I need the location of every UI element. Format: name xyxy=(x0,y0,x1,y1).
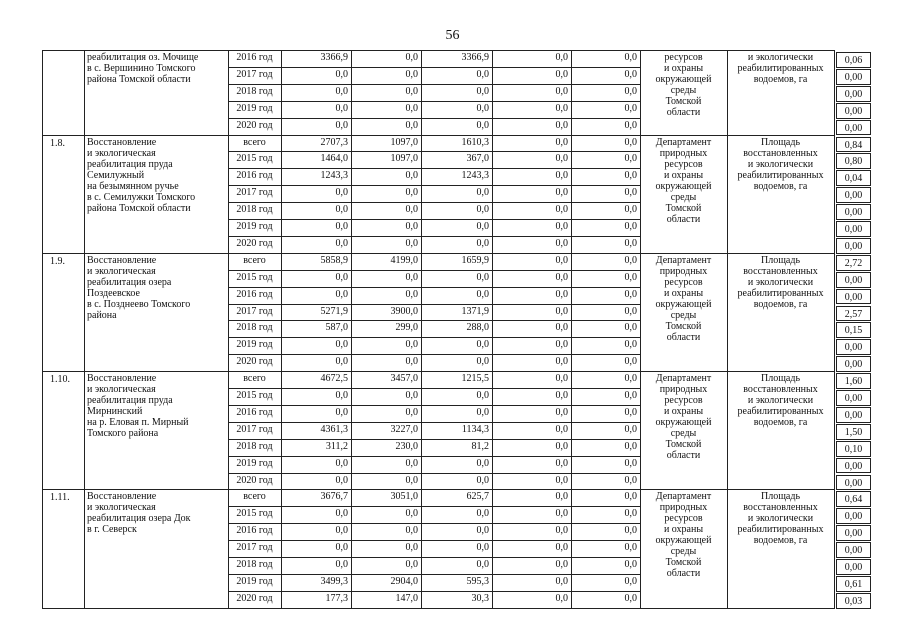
amount-cell: 230,0 xyxy=(395,440,418,452)
amount-cell: 0,0 xyxy=(405,525,418,537)
amount-cell: 311,2 xyxy=(325,440,348,452)
indicator-value: 0,61 xyxy=(836,576,871,592)
amount-cell: 5858,9 xyxy=(320,254,348,266)
indicator-name: Площадь восстановленных и экологически реабилитированных водоемов, га xyxy=(737,136,824,192)
amount-cell: 0,0 xyxy=(624,390,637,401)
table-bottom-border xyxy=(42,608,834,609)
amount-cell: 0,0 xyxy=(335,187,348,199)
indicator-value: 0,80 xyxy=(836,153,871,169)
amount-cell: 0,0 xyxy=(476,187,489,199)
indicator-value: 0,00 xyxy=(836,356,871,372)
amount-cell: 0,0 xyxy=(624,136,637,148)
amount-cell: 0,0 xyxy=(555,508,568,520)
amount-cell: 0,0 xyxy=(555,457,568,469)
amount-cell: 0,0 xyxy=(555,68,568,80)
amount-cell: 0,0 xyxy=(335,356,348,368)
amount-cell: 0,0 xyxy=(335,68,348,80)
indicator-value: 0,00 xyxy=(836,525,871,541)
indicator-value: 0,00 xyxy=(836,103,871,119)
indicator-value: 0,00 xyxy=(836,475,871,491)
amount-cell: 0,0 xyxy=(555,542,568,554)
amount-cell: 0,0 xyxy=(624,474,637,486)
amount-cell: 0,0 xyxy=(405,237,418,249)
amount-cell: 0,0 xyxy=(624,542,637,554)
item-number: 1.9. xyxy=(50,255,65,267)
amount-cell: 0,0 xyxy=(555,440,568,452)
year-cell: 2018 год xyxy=(236,559,273,570)
amount-cell: 0,0 xyxy=(405,390,418,401)
amount-cell: 0,0 xyxy=(624,491,637,503)
column-border xyxy=(84,50,85,609)
amount-cell: 1243,3 xyxy=(320,170,348,182)
amount-cell: 0,0 xyxy=(624,322,637,334)
amount-cell: 0,0 xyxy=(476,68,489,80)
indicator-value: 0,00 xyxy=(836,559,871,575)
amount-cell: 0,0 xyxy=(405,221,418,232)
indicator-value: 0,03 xyxy=(836,593,871,609)
indicator-value: 0,00 xyxy=(836,272,871,288)
indicator-value: 0,00 xyxy=(836,86,871,102)
amount-cell: 0,0 xyxy=(405,356,418,368)
amount-cell: 1097,0 xyxy=(390,136,418,148)
amount-cell: 3227,0 xyxy=(390,423,418,435)
amount-cell: 0,0 xyxy=(624,102,637,114)
amount-cell: 0,0 xyxy=(555,170,568,182)
amount-cell: 0,0 xyxy=(624,221,637,232)
amount-cell: 0,0 xyxy=(624,423,637,435)
amount-cell: 0,0 xyxy=(335,457,348,469)
amount-cell: 0,0 xyxy=(476,288,489,300)
indicator-name: Площадь восстановленных и экологически реабилитированных водоемов, га xyxy=(737,491,824,547)
amount-cell: 0,0 xyxy=(405,102,418,114)
amount-cell: 0,0 xyxy=(624,153,637,165)
amount-cell: 0,0 xyxy=(335,288,348,300)
amount-cell: 0,0 xyxy=(555,221,568,232)
amount-cell: 0,0 xyxy=(405,204,418,216)
amount-cell: 0,0 xyxy=(624,592,637,604)
responsible-department: ресурсов и охраны окружающей среды Томской области xyxy=(655,52,712,118)
amount-cell: 0,0 xyxy=(476,119,489,131)
year-cell: 2020 год xyxy=(236,356,273,368)
amount-cell: 0,0 xyxy=(555,356,568,368)
amount-cell: 0,0 xyxy=(624,406,637,418)
year-cell: 2020 год xyxy=(236,474,273,486)
amount-cell: 0,0 xyxy=(476,221,489,232)
amount-cell: 0,0 xyxy=(335,85,348,97)
indicator-value: 0,64 xyxy=(836,491,871,507)
amount-cell: 0,0 xyxy=(476,508,489,520)
amount-cell: 147,0 xyxy=(395,592,418,604)
year-cell: 2016 год xyxy=(236,406,273,418)
amount-cell: 0,0 xyxy=(405,542,418,554)
year-cell: 2015 год xyxy=(236,153,273,165)
year-cell: 2019 год xyxy=(236,102,273,114)
year-cell: 2016 год xyxy=(236,288,273,300)
amount-cell: 0,0 xyxy=(624,170,637,182)
indicator-value: 0,00 xyxy=(836,542,871,558)
item-number: 1.11. xyxy=(50,492,70,504)
item-number xyxy=(42,50,84,135)
amount-cell: 0,0 xyxy=(555,136,568,148)
amount-cell: 0,0 xyxy=(405,170,418,182)
amount-cell: 0,0 xyxy=(476,339,489,351)
column-border xyxy=(42,50,43,609)
amount-cell: 0,0 xyxy=(405,85,418,97)
amount-cell: 0,0 xyxy=(405,187,418,199)
amount-cell: 3051,0 xyxy=(390,491,418,503)
amount-cell: 587,0 xyxy=(325,322,348,334)
amount-cell: 0,0 xyxy=(555,305,568,317)
amount-cell: 625,7 xyxy=(466,491,489,503)
amount-cell: 0,0 xyxy=(405,119,418,131)
amount-cell: 0,0 xyxy=(624,559,637,570)
indicator-value: 0,00 xyxy=(836,187,871,203)
amount-cell: 0,0 xyxy=(476,457,489,469)
responsible-department: Департамент природных ресурсов и охраны окружающей среды Томской области xyxy=(655,373,712,462)
indicator-value: 0,00 xyxy=(836,508,871,524)
amount-cell: 0,0 xyxy=(335,339,348,351)
amount-cell: 0,0 xyxy=(335,542,348,554)
year-cell: 2017 год xyxy=(236,187,273,199)
indicator-value: 0,00 xyxy=(836,390,871,406)
year-cell: 2018 год xyxy=(236,440,273,452)
amount-cell: 0,0 xyxy=(624,440,637,452)
indicator-value: 0,15 xyxy=(836,322,871,338)
amount-cell: 0,0 xyxy=(624,288,637,300)
amount-cell: 0,0 xyxy=(405,271,418,283)
amount-cell: 0,0 xyxy=(555,288,568,300)
amount-cell: 0,0 xyxy=(405,508,418,520)
amount-cell: 288,0 xyxy=(466,322,489,334)
indicator-value: 1,50 xyxy=(836,424,871,440)
indicator-value: 2,72 xyxy=(836,255,871,271)
responsible-department: Департамент природных ресурсов и охраны окружающей среды Томской области xyxy=(655,491,712,580)
amount-cell: 0,0 xyxy=(624,271,637,283)
amount-cell: 2707,3 xyxy=(320,136,348,148)
year-cell: 2020 год xyxy=(236,237,273,249)
amount-cell: 1659,9 xyxy=(461,254,489,266)
amount-cell: 3499,3 xyxy=(320,575,348,587)
indicator-value: 1,60 xyxy=(836,373,871,389)
amount-cell: 1464,0 xyxy=(320,153,348,165)
year-cell: всего xyxy=(243,373,266,385)
amount-cell: 0,0 xyxy=(624,204,637,216)
amount-cell: 3457,0 xyxy=(390,373,418,385)
amount-cell: 0,0 xyxy=(555,373,568,385)
amount-cell: 1371,9 xyxy=(461,305,489,317)
item-number: 1.8. xyxy=(50,137,65,149)
responsible-department: Департамент природных ресурсов и охраны окружающей среды Томской области xyxy=(655,254,712,343)
amount-cell: 0,0 xyxy=(476,559,489,570)
amount-cell: 0,0 xyxy=(335,559,348,570)
amount-cell: 0,0 xyxy=(555,254,568,266)
column-border xyxy=(228,50,229,609)
column-border xyxy=(421,50,422,609)
year-cell: 2019 год xyxy=(236,575,273,587)
amount-cell: 0,0 xyxy=(555,592,568,604)
indicator-name: Площадь восстановленных и экологически реабилитированных водоемов, га xyxy=(737,373,824,429)
amount-cell: 0,0 xyxy=(476,356,489,368)
amount-cell: 0,0 xyxy=(624,373,637,385)
year-cell: всего xyxy=(243,491,266,503)
column-border xyxy=(571,50,572,609)
amount-cell: 0,0 xyxy=(405,457,418,469)
amount-cell: 1134,3 xyxy=(461,423,489,435)
amount-cell: 0,0 xyxy=(555,322,568,334)
year-cell: 2018 год xyxy=(236,85,273,97)
year-cell: 2018 год xyxy=(236,204,273,216)
amount-cell: 595,3 xyxy=(466,575,489,587)
amount-cell: 0,0 xyxy=(405,68,418,80)
amount-cell: 0,0 xyxy=(624,119,637,131)
amount-cell: 0,0 xyxy=(335,102,348,114)
amount-cell: 0,0 xyxy=(335,237,348,249)
indicator-value: 0,00 xyxy=(836,120,871,136)
item-name: Восстановление и экологическая реабилитация озера Док в г. Северск xyxy=(87,491,191,536)
amount-cell: 3366,9 xyxy=(320,52,348,63)
amount-cell: 0,0 xyxy=(624,52,637,63)
responsible-department: Департамент природных ресурсов и охраны окружающей среды Томской области xyxy=(655,136,712,225)
amount-cell: 0,0 xyxy=(624,68,637,80)
amount-cell: 0,0 xyxy=(624,525,637,537)
amount-cell: 0,0 xyxy=(555,339,568,351)
amount-cell: 0,0 xyxy=(624,305,637,317)
amount-cell: 1097,0 xyxy=(390,153,418,165)
year-cell: 2020 год xyxy=(236,592,273,604)
amount-cell: 5271,9 xyxy=(320,305,348,317)
amount-cell: 0,0 xyxy=(335,221,348,232)
amount-cell: 177,3 xyxy=(325,592,348,604)
amount-cell: 0,0 xyxy=(476,474,489,486)
amount-cell: 0,0 xyxy=(405,474,418,486)
item-number: 1.10. xyxy=(50,374,70,386)
amount-cell: 0,0 xyxy=(624,575,637,587)
amount-cell: 0,0 xyxy=(335,271,348,283)
indicator-value: 0,04 xyxy=(836,170,871,186)
amount-cell: 0,0 xyxy=(405,559,418,570)
amount-cell: 0,0 xyxy=(476,102,489,114)
item-name: Восстановление и экологическая реабилитация пруда Семилужный на безымянном ручье в с. Семилужки Томского района Томской области xyxy=(87,136,196,214)
amount-cell: 0,0 xyxy=(624,237,637,249)
year-cell: 2019 год xyxy=(236,221,273,232)
year-cell: 2017 год xyxy=(236,542,273,554)
amount-cell: 0,0 xyxy=(555,204,568,216)
year-cell: 2016 год xyxy=(236,170,273,182)
column-border xyxy=(727,50,728,609)
amount-cell: 1610,3 xyxy=(461,136,489,148)
amount-cell: 367,0 xyxy=(466,153,489,165)
amount-cell: 0,0 xyxy=(555,575,568,587)
amount-cell: 0,0 xyxy=(624,356,637,368)
column-border xyxy=(492,50,493,609)
amount-cell: 3366,9 xyxy=(461,52,489,63)
amount-cell: 0,0 xyxy=(335,204,348,216)
amount-cell: 0,0 xyxy=(476,390,489,401)
amount-cell: 4361,3 xyxy=(320,423,348,435)
amount-cell: 0,0 xyxy=(405,339,418,351)
amount-cell: 0,0 xyxy=(476,525,489,537)
amount-cell: 2904,0 xyxy=(390,575,418,587)
amount-cell: 0,0 xyxy=(476,237,489,249)
indicator-value: 0,00 xyxy=(836,339,871,355)
year-cell: всего xyxy=(243,254,266,266)
page-number: 56 xyxy=(445,28,460,43)
budget-table xyxy=(42,50,871,606)
amount-cell: 0,0 xyxy=(624,508,637,520)
amount-cell: 4199,0 xyxy=(390,254,418,266)
year-cell: 2016 год xyxy=(236,52,273,63)
amount-cell: 0,0 xyxy=(405,406,418,418)
amount-cell: 0,0 xyxy=(335,119,348,131)
amount-cell: 3676,7 xyxy=(320,491,348,503)
year-cell: 2017 год xyxy=(236,305,273,317)
amount-cell: 0,0 xyxy=(624,457,637,469)
amount-cell: 0,0 xyxy=(335,508,348,520)
amount-cell: 0,0 xyxy=(555,559,568,570)
year-cell: 2015 год xyxy=(236,508,273,520)
year-cell: 2019 год xyxy=(236,457,273,469)
indicator-value: 0,84 xyxy=(836,137,871,153)
amount-cell: 0,0 xyxy=(555,271,568,283)
indicator-value: 0,00 xyxy=(836,221,871,237)
amount-cell: 0,0 xyxy=(405,288,418,300)
indicator-value: 0,06 xyxy=(836,52,871,68)
column-border xyxy=(281,50,282,609)
amount-cell: 0,0 xyxy=(476,406,489,418)
indicator-value: 0,00 xyxy=(836,458,871,474)
indicator-value: 0,00 xyxy=(836,289,871,305)
year-cell: всего xyxy=(243,136,266,148)
amount-cell: 299,0 xyxy=(395,322,418,334)
indicator-value: 0,10 xyxy=(836,441,871,457)
amount-cell: 3900,0 xyxy=(390,305,418,317)
indicator-name: и экологически реабилитированных водоемов, га xyxy=(737,52,824,85)
amount-cell: 0,0 xyxy=(555,406,568,418)
indicator-value: 0,00 xyxy=(836,238,871,254)
indicator-value: 2,57 xyxy=(836,306,871,322)
amount-cell: 0,0 xyxy=(624,339,637,351)
year-cell: 2015 год xyxy=(236,390,273,401)
indicator-value: 0,00 xyxy=(836,204,871,220)
amount-cell: 0,0 xyxy=(555,153,568,165)
year-cell: 2020 год xyxy=(236,119,273,131)
amount-cell: 0,0 xyxy=(624,187,637,199)
amount-cell: 0,0 xyxy=(476,271,489,283)
amount-cell: 1215,5 xyxy=(461,373,489,385)
amount-cell: 81,2 xyxy=(471,440,489,452)
item-name: реабилитация оз. Мочище в с. Вершинино Томского района Томской области xyxy=(87,52,199,85)
amount-cell: 0,0 xyxy=(476,204,489,216)
amount-cell: 0,0 xyxy=(555,187,568,199)
amount-cell: 0,0 xyxy=(335,390,348,401)
amount-cell: 0,0 xyxy=(624,254,637,266)
item-name: Восстановление и экологическая реабилитация пруда Мирнинский на р. Еловая п. Мирный Томского района xyxy=(87,373,189,440)
amount-cell: 0,0 xyxy=(335,474,348,486)
amount-cell: 0,0 xyxy=(335,406,348,418)
indicator-value: 0,00 xyxy=(836,69,871,85)
indicator-name: Площадь восстановленных и экологически реабилитированных водоемов, га xyxy=(737,254,824,310)
column-border xyxy=(834,50,835,609)
amount-cell: 4672,5 xyxy=(320,373,348,385)
year-cell: 2018 год xyxy=(236,322,273,334)
amount-cell: 0,0 xyxy=(555,119,568,131)
amount-cell: 0,0 xyxy=(555,525,568,537)
amount-cell: 0,0 xyxy=(555,237,568,249)
amount-cell: 0,0 xyxy=(555,390,568,401)
amount-cell: 0,0 xyxy=(405,52,418,63)
amount-cell: 30,3 xyxy=(471,592,489,604)
amount-cell: 0,0 xyxy=(555,491,568,503)
amount-cell: 0,0 xyxy=(555,423,568,435)
indicator-value: 0,00 xyxy=(836,407,871,423)
year-cell: 2017 год xyxy=(236,423,273,435)
amount-cell: 0,0 xyxy=(476,85,489,97)
amount-cell: 0,0 xyxy=(555,102,568,114)
amount-cell: 1243,3 xyxy=(461,170,489,182)
amount-cell: 0,0 xyxy=(335,525,348,537)
year-cell: 2015 год xyxy=(236,271,273,283)
amount-cell: 0,0 xyxy=(476,542,489,554)
column-border xyxy=(351,50,352,609)
amount-cell: 0,0 xyxy=(624,85,637,97)
amount-cell: 0,0 xyxy=(555,52,568,63)
item-name: Восстановление и экологическая реабилитация озера Поздеевское в с. Позднеево Томского района xyxy=(87,254,191,321)
amount-cell: 0,0 xyxy=(555,474,568,486)
year-cell: 2019 год xyxy=(236,339,273,351)
year-cell: 2016 год xyxy=(236,525,273,537)
column-border xyxy=(640,50,641,609)
year-cell: 2017 год xyxy=(236,68,273,80)
amount-cell: 0,0 xyxy=(555,85,568,97)
